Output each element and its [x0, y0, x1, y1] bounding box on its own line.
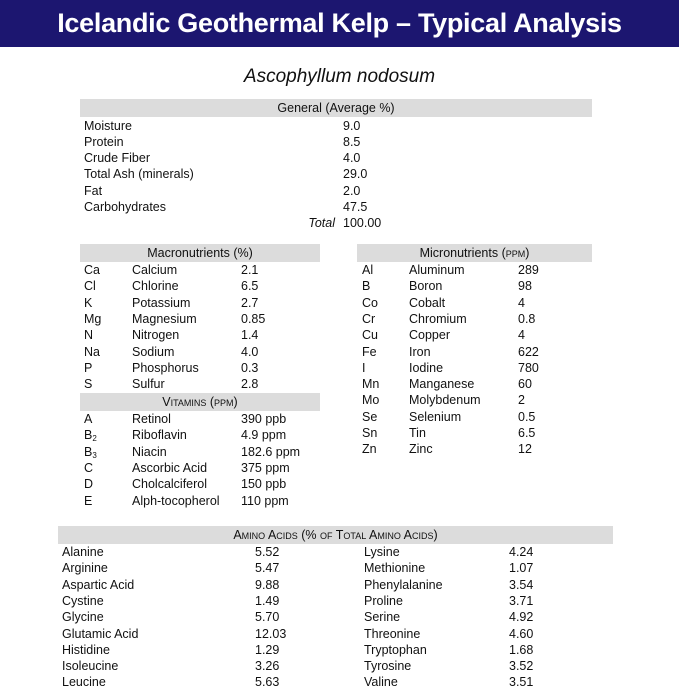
amino-acid-name: Leucine [62, 675, 106, 690]
macronutrient-name: Chlorine [132, 279, 179, 294]
amino-acids-header: Amino Acids (% of Total Amino Acids) [58, 526, 613, 544]
micronutrient-value: 0.5 [518, 409, 536, 424]
macronutrient-symbol: Na [84, 344, 100, 359]
micronutrient-value: 6.5 [518, 426, 536, 440]
amino-acid-row [0, 577, 679, 593]
general-value: 9.0 [343, 118, 361, 133]
micronutrient-symbol: Se [362, 409, 378, 424]
micronutrient-symbol: Fe [362, 344, 377, 359]
micronutrient-row [0, 360, 679, 376]
amino-acid-name: Phenylalanine [364, 577, 443, 592]
micronutrient-row [0, 392, 679, 408]
amino-acid-name: Aspartic Acid [62, 577, 135, 592]
vitamin-symbol [84, 476, 93, 492]
macronutrient-name: Magnesium [132, 311, 197, 326]
micronutrient-symbol: Mn [362, 377, 380, 392]
macronutrient-name: Nitrogen [132, 328, 180, 343]
micronutrient-name: Selenium [409, 409, 462, 424]
amino-acid-name: Tyrosine [364, 659, 412, 674]
micronutrient-symbol: Mo [362, 393, 380, 408]
general-name: Crude Fiber [84, 151, 150, 166]
micronutrients-header [357, 244, 592, 262]
vitamin-row [0, 460, 679, 476]
vitamin-symbol [84, 460, 93, 476]
vitamin-value: 150 ppb [241, 477, 287, 492]
micronutrient-row [0, 441, 679, 457]
amino-acid-value: 3.71 [509, 593, 534, 608]
micronutrient-row [0, 295, 679, 311]
micronutrient-symbol: Sn [362, 426, 378, 440]
micronutrient-value: 289 [518, 263, 539, 277]
micronutrient-value: 60 [518, 377, 532, 392]
micronutrient-value: 12 [518, 442, 532, 457]
micronutrient-name: Aluminum [409, 263, 465, 277]
macronutrient-symbol: Cl [84, 279, 96, 294]
amino-acid-name: Glycine [62, 610, 104, 625]
macronutrient-name: Sulfur [132, 377, 165, 392]
vitamin-name: Ascorbic Acid [132, 460, 208, 475]
amino-acid-value: 3.51 [509, 675, 534, 690]
amino-acid-name: Threonine [364, 626, 421, 641]
macronutrient-name: Potassium [132, 295, 191, 310]
amino-acid-value: 3.54 [509, 577, 534, 592]
vitamin-symbol [84, 493, 92, 509]
macronutrient-symbol: K [84, 295, 93, 310]
amino-acid-value: 4.60 [509, 626, 534, 641]
general-header: General (Average %) [80, 99, 592, 117]
vitamin-name: Riboflavin [132, 428, 187, 443]
amino-acid-name: Proline [364, 593, 403, 608]
amino-acid-value: 5.70 [255, 610, 280, 625]
micronutrient-symbol: B [362, 279, 371, 294]
vitamin-symbol-letter: D [84, 477, 94, 492]
macronutrient-symbol: Ca [84, 263, 100, 277]
vitamin-symbol-subscript: 2 [92, 434, 97, 444]
micronutrient-name: Molybdenum [409, 393, 481, 408]
micronutrient-name: Iron [409, 344, 431, 359]
amino-acid-value: 4.24 [509, 545, 534, 559]
macronutrient-value: 6.5 [241, 279, 259, 294]
vitamin-name: Retinol [132, 412, 171, 426]
micronutrient-symbol: Cu [362, 328, 378, 343]
general-total-row [0, 215, 679, 231]
vitamin-symbol-letter: E [84, 493, 93, 508]
amino-acid-row [0, 626, 679, 642]
macronutrient-value: 2.7 [241, 295, 259, 310]
macronutrient-symbol: P [84, 360, 93, 375]
macronutrient-value: 1.4 [241, 328, 259, 343]
micronutrient-name: Boron [409, 279, 443, 294]
amino-acid-name: Serine [364, 610, 401, 625]
amino-acid-value: 1.49 [255, 593, 280, 608]
macronutrient-value: 2.1 [241, 263, 259, 277]
micronutrient-name: Chromium [409, 311, 467, 326]
micronutrient-symbol: Al [362, 263, 374, 277]
micronutrient-name: Copper [409, 328, 450, 343]
general-name: Total Ash (minerals) [84, 167, 194, 182]
amino-acid-value: 5.47 [255, 561, 280, 576]
micronutrient-symbol: Co [362, 295, 378, 310]
amino-acid-name: Cystine [62, 593, 104, 608]
macronutrient-name: Phosphorus [132, 360, 199, 375]
micronutrient-row [0, 425, 679, 444]
micronutrient-value: 780 [518, 360, 539, 375]
vitamin-row [0, 476, 679, 492]
species-name: Ascophyllum nodosum [243, 66, 436, 87]
vitamin-name: Cholcalciferol [132, 477, 208, 492]
general-row [0, 166, 679, 182]
micronutrients-header-label: Micronutrients (ppm) [419, 246, 530, 260]
amino-acid-name: Alanine [62, 545, 104, 559]
amino-acid-row [0, 658, 679, 674]
general-row [0, 134, 679, 150]
vitamin-name: Niacin [132, 444, 167, 459]
amino-acid-row [0, 674, 679, 690]
general-total-value: 100.00 [343, 216, 382, 230]
micronutrient-name: Tin [409, 426, 426, 440]
micronutrient-name: Zinc [409, 442, 433, 457]
micronutrient-value: 622 [518, 344, 539, 359]
general-name: Moisture [84, 118, 132, 133]
vitamin-symbol-letter: B [84, 444, 93, 459]
amino-acid-name: Methionine [364, 561, 426, 576]
amino-acid-value: 5.63 [255, 675, 280, 690]
general-name: Carbohydrates [84, 200, 166, 214]
macronutrient-value: 4.0 [241, 344, 259, 359]
micronutrient-name: Manganese [409, 377, 475, 392]
macronutrient-symbol: S [84, 377, 93, 392]
amino-acid-name: Lysine [364, 545, 400, 559]
micronutrient-value: 98 [518, 279, 532, 294]
amino-acid-value: 4.92 [509, 610, 534, 625]
micronutrient-value: 0.8 [518, 311, 536, 326]
micronutrient-symbol: I [362, 360, 366, 375]
amino-acid-value: 1.29 [255, 642, 280, 657]
page-title: Icelandic Geothermal Kelp – Typical Analysis [0, 0, 679, 47]
micronutrient-row [0, 311, 679, 327]
micronutrient-value: 4 [518, 295, 525, 310]
general-row [0, 118, 679, 134]
vitamin-symbol-letter: C [84, 460, 94, 475]
vitamin-value: 4.9 ppm [241, 428, 287, 443]
amino-acid-row [0, 593, 679, 609]
macronutrient-value: 2.8 [241, 377, 259, 392]
amino-acid-row [0, 609, 679, 625]
micronutrient-row [0, 278, 679, 294]
macronutrient-value: 0.85 [241, 311, 266, 326]
amino-acid-name: Arginine [62, 561, 108, 576]
amino-acid-value: 3.52 [509, 659, 534, 674]
micronutrient-symbol: Cr [362, 311, 376, 326]
macronutrients-header: Macronutrients (%) [80, 244, 320, 262]
vitamin-symbol-subscript: 3 [92, 450, 97, 460]
general-row [0, 199, 679, 215]
general-row [0, 150, 679, 166]
macronutrient-name: Sodium [132, 344, 175, 359]
general-name: Fat [84, 183, 103, 198]
macronutrient-symbol: N [84, 328, 94, 343]
amino-acid-name: Histidine [62, 642, 110, 657]
amino-acid-value: 5.52 [255, 545, 280, 559]
vitamin-name: Alph-tocopherol [132, 493, 220, 508]
vitamin-row [0, 493, 679, 509]
vitamin-value: 182.6 ppm [241, 444, 301, 459]
micronutrient-value: 2 [518, 393, 525, 408]
micronutrient-symbol: Zn [362, 442, 377, 457]
amino-acid-value: 12.03 [255, 626, 287, 641]
micronutrient-row [0, 262, 679, 278]
micronutrient-row [0, 409, 679, 425]
vitamin-value: 375 ppm [241, 460, 290, 475]
vitamin-symbol-letter: A [84, 412, 93, 426]
amino-acid-row [0, 560, 679, 576]
micronutrients-header-unit: (ppm) [501, 246, 530, 260]
amino-acid-value: 1.68 [509, 642, 534, 657]
general-total-label: Total [308, 216, 335, 230]
general-value: 47.5 [343, 200, 368, 214]
amino-acid-row [0, 642, 679, 658]
micronutrient-name: Iodine [409, 360, 444, 375]
macronutrient-symbol: Mg [84, 311, 102, 326]
vitamin-symbol-letter: B [84, 428, 93, 443]
micronutrient-value: 4 [518, 328, 525, 343]
general-name: Protein [84, 134, 124, 149]
macronutrient-value: 0.3 [241, 360, 259, 375]
macronutrient-name: Calcium [132, 263, 178, 277]
general-value: 2.0 [343, 183, 361, 198]
general-value: 29.0 [343, 167, 368, 182]
general-value: 8.5 [343, 134, 361, 149]
micronutrient-row [0, 327, 679, 343]
amino-acid-row [0, 544, 679, 560]
amino-acid-value: 1.07 [509, 561, 534, 576]
amino-acid-name: Isoleucine [62, 659, 119, 674]
amino-acid-name: Tryptophan [364, 642, 427, 657]
amino-acid-name: Glutamic Acid [62, 626, 139, 641]
micronutrient-row [0, 344, 679, 360]
vitamin-value: 110 ppm [241, 493, 289, 508]
amino-acid-value: 9.88 [255, 577, 280, 592]
micronutrient-row [0, 376, 679, 392]
vitamin-value: 390 ppb [241, 412, 287, 426]
amino-acid-name: Valine [364, 675, 398, 690]
general-value: 4.0 [343, 151, 361, 166]
micronutrient-name: Cobalt [409, 295, 446, 310]
amino-acid-value: 3.26 [255, 659, 280, 674]
general-row [0, 183, 679, 199]
vitamins-header: Vitamins (ppm) [80, 393, 320, 411]
